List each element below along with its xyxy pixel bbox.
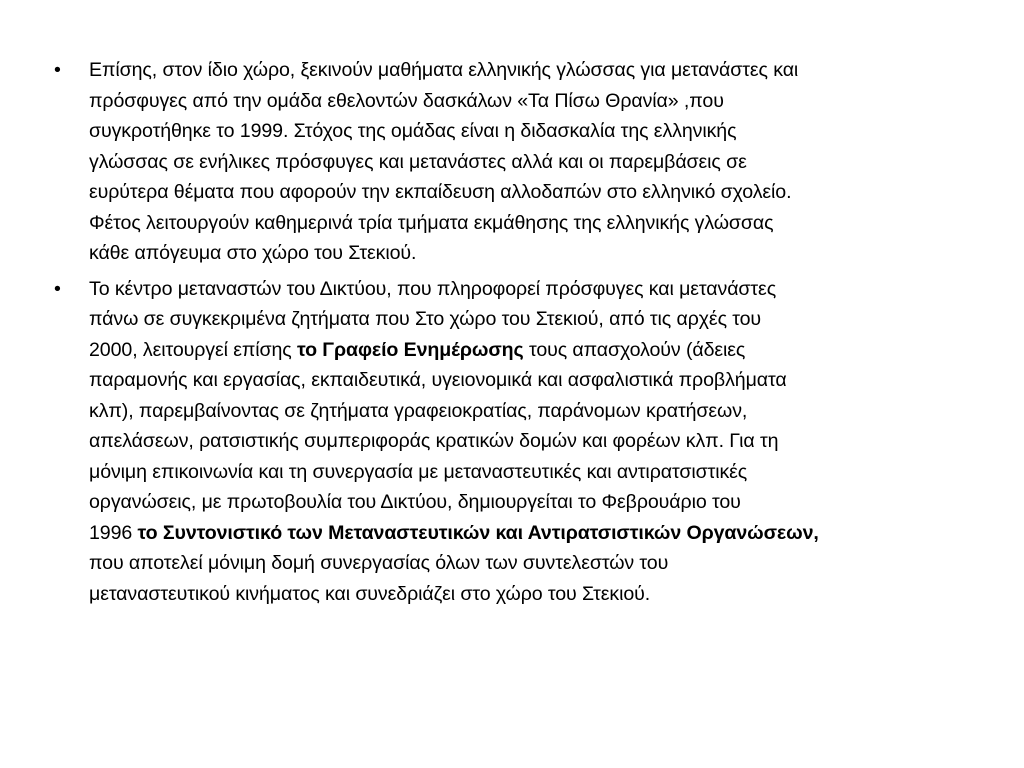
- bullet-item-migrant-center: [52, 274, 972, 610]
- text-line: απελάσεων, ρατσιστικής συμπεριφοράς κρατικών δομών και φορέων κλπ. Για τη: [89, 430, 779, 452]
- text-line: μόνιμη επικοινωνία και τη συνεργασία με μεταναστευτικές και αντιρατσιστικές: [89, 460, 748, 483]
- text-line: πάνω σε συγκεκριμένα ζητήματα που Στο χώρο του Στεκιού, από τις αρχές του: [89, 308, 762, 330]
- text-line: 1996: [89, 521, 138, 544]
- text-line: 2000, λειτουργεί επίσης: [89, 338, 297, 361]
- text-line: οργανώσεις, με πρωτοβουλία του Δικτύου, δημιουργείται το Φεβρουάριο του: [89, 491, 741, 513]
- text-line: κλπ), παρεμβαίνοντας σε ζητήματα γραφειοκρατίας, παράνομων κρατήσεων,: [89, 399, 748, 422]
- bullet-item-lessons: [52, 55, 972, 269]
- text-line: Επίσης, στον ίδιο χώρο, ξεκινούν μαθήματα ελληνικής γλώσσας για μετανάστες και: [89, 59, 799, 81]
- text-line: πρόσφυγες από την ομάδα εθελοντών δασκάλων «Τα Πίσω Θρανία» ,που: [89, 89, 724, 112]
- bullet-list: [52, 55, 972, 614]
- bullet-text: [89, 274, 972, 610]
- text-line: παραμονής και εργασίας, εκπαιδευτικά, υγειονομικά και ασφαλιστικά προβλήματα: [89, 369, 787, 391]
- text-line: Φέτος λειτουργούν καθημερινά τρία τμήματα εκμάθησης της ελληνικής γλώσσας: [89, 211, 774, 234]
- text-line: κάθε απόγευμα στο χώρο του Στεκιού.: [89, 242, 417, 264]
- text-line: ευρύτερα θέματα που αφορούν την εκπαίδευση αλλοδαπών στο ελληνικό σχολείο.: [89, 181, 792, 203]
- bold-text-info-office: το Γραφείο Ενημέρωσης: [297, 338, 524, 361]
- text-line: Το κέντρο μεταναστών του Δικτύου, που πληροφορεί πρόσφυγες και μετανάστες: [89, 277, 777, 300]
- text-line: συγκροτήθηκε το 1999. Στόχος της ομάδας είναι η διδασκαλία της ελληνικής: [89, 120, 737, 142]
- bullet-icon: •: [54, 277, 61, 300]
- bullet-icon: •: [54, 59, 61, 81]
- text-line: γλώσσας σε ενήλικες πρόσφυγες και μετανάστες αλλά και οι παρεμβάσεις σε: [89, 150, 747, 173]
- bold-text-coordination: το Συντονιστικό των Μεταναστευτικών και Αντιρατσιστικών Οργανώσεων,: [137, 521, 819, 544]
- text-line: τους απασχολούν (άδειες: [523, 338, 746, 361]
- text-line: μεταναστευτικού κινήματος και συνεδριάζει στο χώρο του Στεκιού.: [89, 582, 651, 605]
- text-line: που αποτελεί μόνιμη δομή συνεργασίας όλων των συντελεστών του: [89, 552, 669, 574]
- bullet-text: [89, 55, 972, 269]
